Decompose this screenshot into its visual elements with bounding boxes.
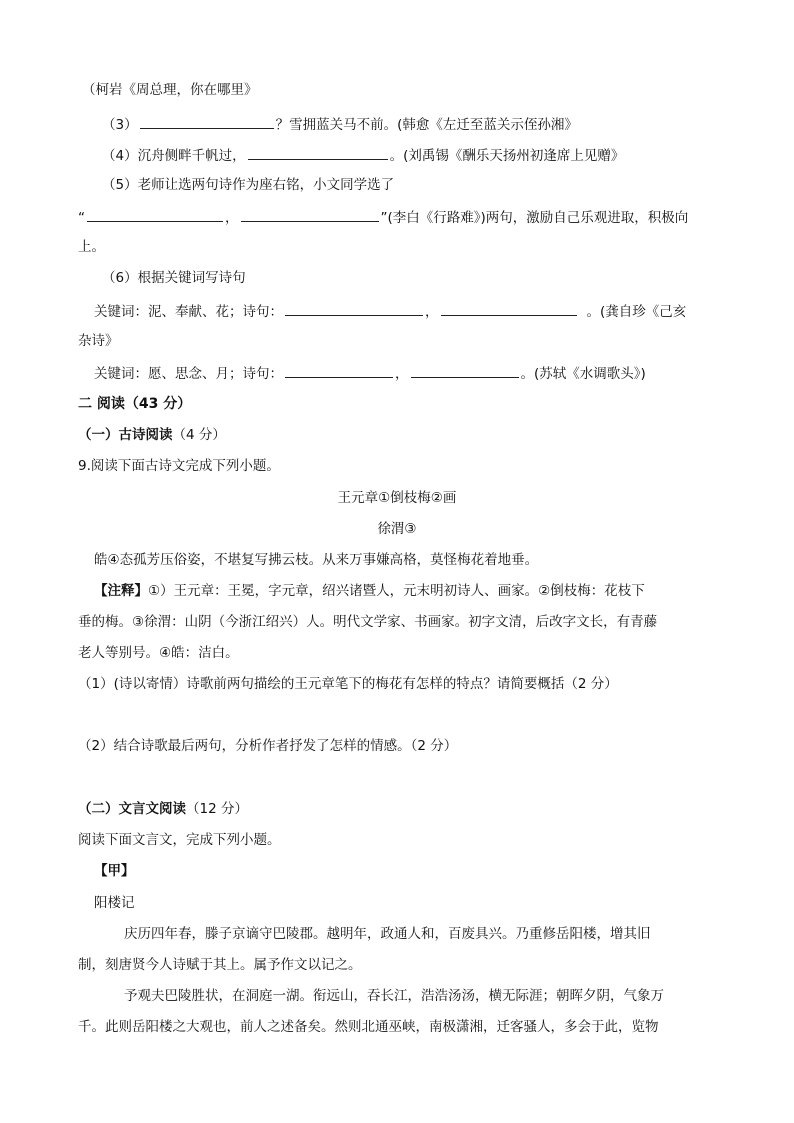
question-5-line2 bbox=[78, 206, 688, 228]
source-line: （柯岩《周总理，你在哪里》 bbox=[82, 82, 258, 98]
question-5-line3: 上。 bbox=[78, 239, 105, 255]
part1-title bbox=[78, 425, 226, 445]
para2-line2: 千。此则岳阳楼之大观也，前人之述备矣。然则北通巫峡，南极潇湘，迁客骚人，多会于此，览物 bbox=[78, 1019, 659, 1035]
note-label: 【注释】 bbox=[94, 583, 148, 599]
question-4 bbox=[102, 144, 624, 166]
note-text: ①）王元章：王冕，字元章，绍兴诸暨人，元末明初诗人、画家。②倒枝梅：花枝下 bbox=[148, 583, 645, 599]
question-3 bbox=[102, 113, 578, 135]
section-heading: 二 阅读（43 分） bbox=[78, 396, 192, 412]
part1-score: （4 分） bbox=[172, 427, 226, 443]
kw1-tail: 。(龚自珍《己亥 bbox=[586, 304, 687, 320]
answer-blank[interactable] bbox=[87, 206, 223, 222]
kw2-label: 关键词：愿、思念、月；诗句： bbox=[94, 366, 283, 382]
part2-title-text: （二）文言文阅读 bbox=[78, 801, 186, 817]
answer-blank[interactable] bbox=[248, 144, 388, 160]
poem-body: 皓④态孤芳压俗姿，不堪复写拂云枝。从来万事嫌高格，莫怪梅花着地垂。 bbox=[94, 552, 539, 568]
note-line-1 bbox=[94, 581, 645, 601]
open-quote: “ bbox=[78, 210, 85, 226]
comma: ， bbox=[225, 210, 239, 226]
q4-text: （4）沉舟侧畔千帆过， bbox=[102, 148, 246, 164]
part2-intro: 阅读下面文言文，完成下列小题。 bbox=[78, 832, 281, 848]
comma: ， bbox=[425, 304, 439, 320]
keyword-line-1 bbox=[94, 300, 686, 322]
q5-tail: ”(李白《行路难》)两句，激励自己乐观进取，积极向 bbox=[380, 210, 689, 226]
para1-line1: 庆历四年春，滕子京谪守巴陵郡。越明年，政通人和，百废具兴。乃重修岳阳楼，增其旧 bbox=[124, 926, 651, 942]
answer-blank[interactable] bbox=[285, 300, 423, 316]
part2-score: （12 分） bbox=[186, 801, 248, 817]
answer-blank[interactable] bbox=[140, 113, 274, 129]
comma: ， bbox=[395, 366, 409, 382]
sub-question-1: （1）(诗以寄情）诗歌前两句描绘的王元章笔下的梅花有怎样的特点？请简要概括（2 分） bbox=[78, 676, 618, 692]
q4-tail: 。(刘禹锡《酬乐天扬州初逢席上见赠》 bbox=[389, 148, 625, 164]
note-line-3: 老人等别号。④皓：洁白。 bbox=[78, 645, 239, 661]
question-6-title: （6）根据关键词写诗句 bbox=[102, 270, 246, 286]
poem-author: 徐渭③ bbox=[377, 521, 417, 537]
note-line-2: 垂的梅。③徐渭：山阴（今浙江绍兴）人。明代文学家、书画家。初字文清，后改字文长，有青藤 bbox=[78, 614, 658, 630]
answer-blank[interactable] bbox=[285, 362, 393, 378]
part2-title bbox=[78, 799, 248, 819]
essay-title: 阳楼记 bbox=[94, 895, 135, 911]
q3-tail: ？雪拥蓝关马不前。(韩愈《左迁至蓝关示侄孙湘》 bbox=[275, 117, 578, 133]
keyword-line-1-cont: 杂诗》 bbox=[78, 333, 119, 349]
answer-blank[interactable] bbox=[241, 206, 379, 222]
kw2-tail: 。(苏轼《水调歌头》) bbox=[520, 366, 646, 382]
keyword-line-2 bbox=[94, 362, 646, 384]
kw1-label: 关键词：泥、奉献、花；诗句： bbox=[94, 304, 283, 320]
question-9: 9.阅读下面古诗文完成下列小题。 bbox=[78, 458, 280, 474]
para2-line1: 予观夫巴陵胜状，在洞庭一湖。衔远山，吞长江，浩浩汤汤，横无际涯；朝晖夕阴，气象万 bbox=[124, 988, 664, 1004]
sub-question-2: （2）结合诗歌最后两句，分析作者抒发了怎样的情感。（2 分） bbox=[78, 738, 458, 754]
label-jia: 【甲】 bbox=[94, 863, 135, 879]
para1-line2: 制，刻唐贤今人诗赋于其上。属予作文以记之。 bbox=[78, 957, 362, 973]
poem-title: 王元章①倒枝梅②画 bbox=[337, 490, 457, 506]
q3-number: （3） bbox=[102, 117, 138, 133]
answer-blank[interactable] bbox=[411, 362, 519, 378]
answer-blank[interactable] bbox=[441, 300, 577, 316]
question-5-line1: （5）老师让选两句诗作为座右铭，小文同学选了 bbox=[102, 177, 395, 193]
part1-title-text: （一）古诗阅读 bbox=[78, 427, 173, 443]
